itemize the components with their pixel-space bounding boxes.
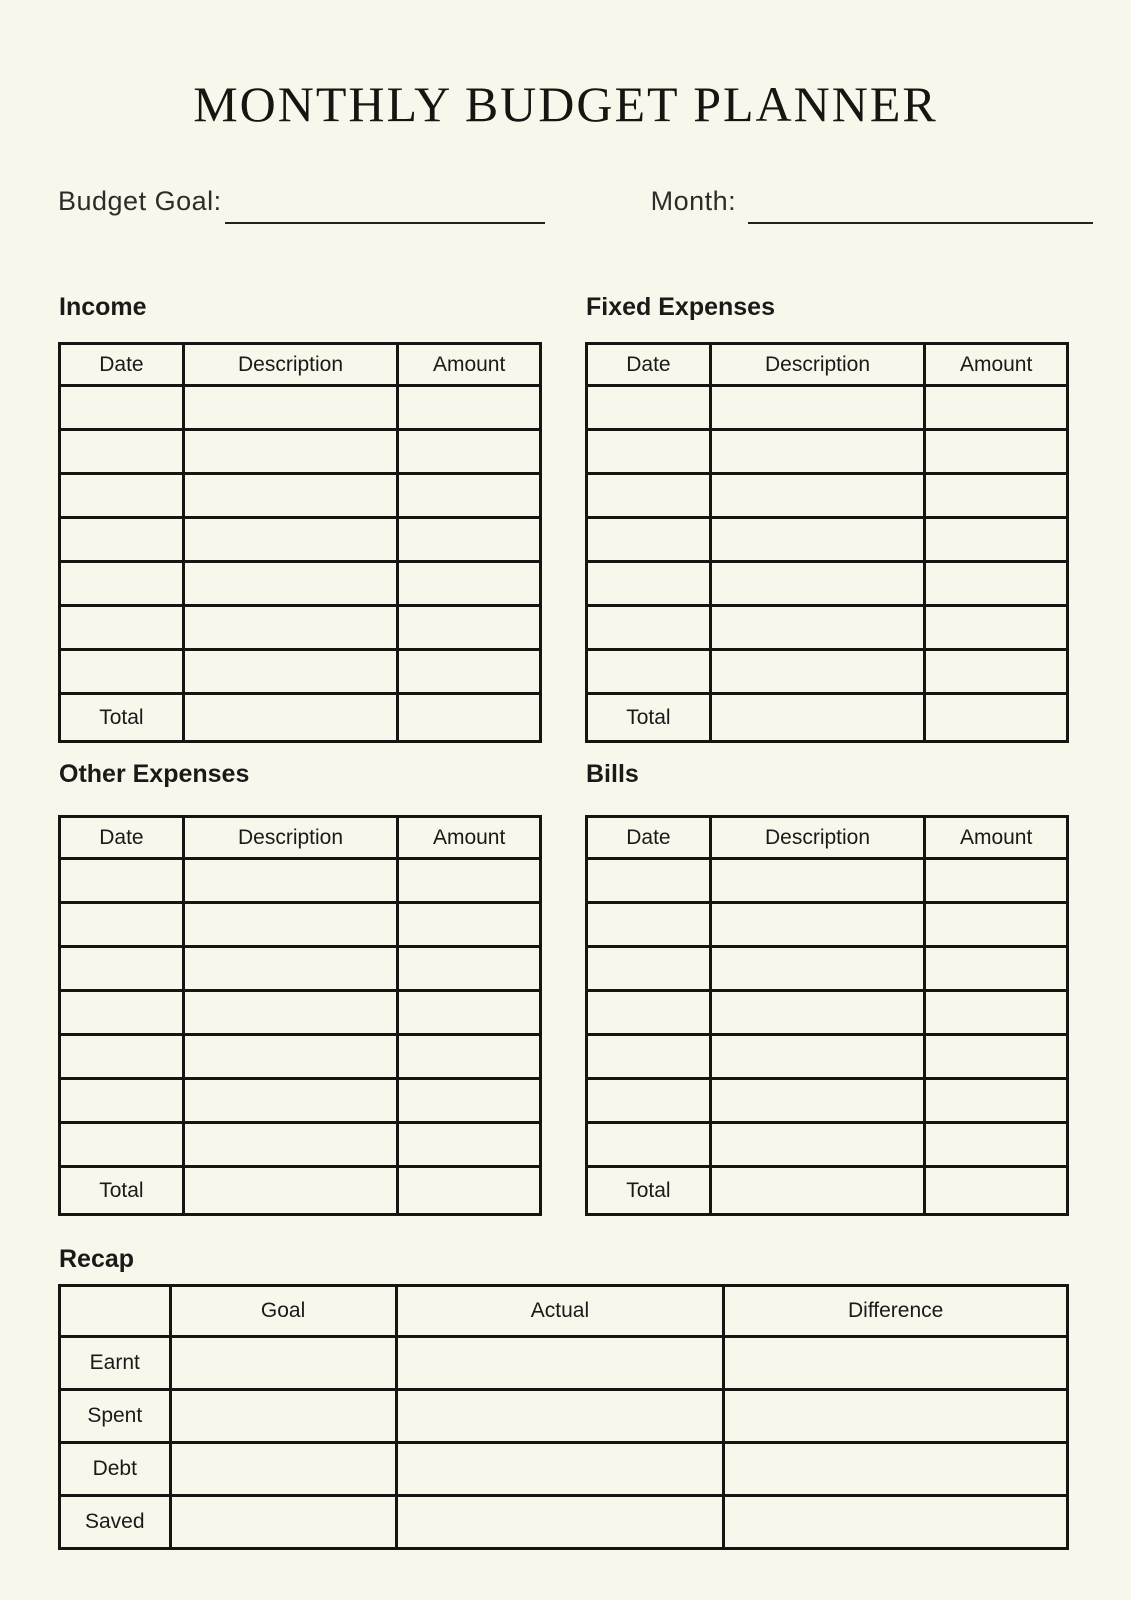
entry-row: [60, 474, 541, 518]
total-empty-cell: [710, 1167, 924, 1215]
total-row: [60, 1167, 541, 1215]
total-row: [587, 694, 1068, 742]
empty-description-cell: [710, 1123, 924, 1167]
empty-date-cell: [587, 606, 711, 650]
empty-amount-cell: [925, 947, 1068, 991]
empty-amount-cell: [398, 1123, 541, 1167]
entry-row: [587, 430, 1068, 474]
empty-date-cell: [60, 386, 184, 430]
empty-description-cell: [183, 991, 397, 1035]
empty-date-cell: [587, 474, 711, 518]
empty-amount-cell: [925, 474, 1068, 518]
recap-row-label: Saved: [60, 1496, 171, 1549]
income-section-title: Income: [59, 293, 147, 321]
empty-date-cell: [60, 650, 184, 694]
table-header-row: [60, 344, 541, 386]
entry-row: [587, 606, 1068, 650]
recap-row-saved: [60, 1496, 1068, 1549]
empty-amount-cell: [925, 518, 1068, 562]
budget-goal-field: [58, 184, 545, 218]
column-header-description: Description: [710, 817, 924, 859]
recap-goal-cell: [170, 1390, 396, 1443]
total-amount-cell: [398, 1167, 541, 1215]
entry-row: [587, 386, 1068, 430]
column-header-amount: Amount: [398, 344, 541, 386]
empty-amount-cell: [925, 991, 1068, 1035]
empty-description-cell: [710, 518, 924, 562]
entry-row: [587, 518, 1068, 562]
empty-amount-cell: [925, 1079, 1068, 1123]
empty-amount-cell: [925, 903, 1068, 947]
entry-row: [587, 474, 1068, 518]
recap-difference-cell: [724, 1443, 1068, 1496]
empty-amount-cell: [925, 386, 1068, 430]
empty-date-cell: [60, 859, 184, 903]
recap-difference-cell: [724, 1337, 1068, 1390]
recap-actual-cell: [396, 1390, 724, 1443]
empty-date-cell: [587, 947, 711, 991]
entry-row: [587, 947, 1068, 991]
empty-description-cell: [710, 430, 924, 474]
income-section: [58, 278, 542, 743]
empty-date-cell: [587, 518, 711, 562]
entry-row: [587, 859, 1068, 903]
empty-date-cell: [587, 859, 711, 903]
empty-date-cell: [587, 1079, 711, 1123]
empty-description-cell: [183, 430, 397, 474]
bills-section: [585, 743, 1069, 1216]
total-label-cell: Total: [587, 694, 711, 742]
total-row: [60, 694, 541, 742]
total-label-cell: Total: [60, 1167, 184, 1215]
empty-date-cell: [60, 606, 184, 650]
column-header-description: Description: [183, 344, 397, 386]
column-header-amount: Amount: [925, 344, 1068, 386]
fixed-expenses-section-title: Fixed Expenses: [586, 293, 775, 321]
empty-description-cell: [183, 606, 397, 650]
entry-row: [587, 1123, 1068, 1167]
bills-section-title: Bills: [586, 760, 639, 788]
budget-tables-grid: [58, 278, 1073, 1216]
empty-description-cell: [183, 903, 397, 947]
empty-description-cell: [710, 474, 924, 518]
empty-amount-cell: [925, 650, 1068, 694]
empty-amount-cell: [398, 903, 541, 947]
empty-amount-cell: [398, 474, 541, 518]
recap-corner-cell: [60, 1286, 171, 1337]
entry-row: [587, 991, 1068, 1035]
empty-description-cell: [183, 1035, 397, 1079]
recap-section-title: Recap: [59, 1245, 135, 1273]
entry-row: [60, 518, 541, 562]
total-label-cell: Total: [587, 1167, 711, 1215]
entry-row: [60, 991, 541, 1035]
table-header-row: [587, 817, 1068, 859]
empty-description-cell: [710, 606, 924, 650]
empty-description-cell: [183, 1123, 397, 1167]
empty-amount-cell: [925, 430, 1068, 474]
empty-description-cell: [183, 474, 397, 518]
recap-difference-cell: [724, 1496, 1068, 1549]
fixed-expenses-table: [585, 342, 1069, 743]
page-title: MONTHLY BUDGET PLANNER: [193, 76, 938, 132]
empty-date-cell: [587, 1035, 711, 1079]
entry-row: [587, 903, 1068, 947]
empty-date-cell: [587, 430, 711, 474]
empty-amount-cell: [398, 518, 541, 562]
empty-description-cell: [183, 518, 397, 562]
recap-row-label: Spent: [60, 1390, 171, 1443]
entry-row: [587, 650, 1068, 694]
empty-date-cell: [587, 1123, 711, 1167]
month-label: Month:: [650, 186, 737, 216]
entry-row: [60, 1123, 541, 1167]
column-header-date: Date: [587, 817, 711, 859]
month-blank-line: [748, 214, 1093, 224]
empty-description-cell: [183, 562, 397, 606]
empty-description-cell: [710, 947, 924, 991]
column-header-description: Description: [183, 817, 397, 859]
empty-description-cell: [710, 1079, 924, 1123]
empty-date-cell: [587, 386, 711, 430]
recap-header-row: [60, 1286, 1068, 1337]
empty-date-cell: [60, 1035, 184, 1079]
empty-date-cell: [60, 947, 184, 991]
total-label-cell: Total: [60, 694, 184, 742]
recap-column-header-actual: Actual: [396, 1286, 724, 1337]
recap-column-header-goal: Goal: [170, 1286, 396, 1337]
total-empty-cell: [183, 694, 397, 742]
other-expenses-section-title: Other Expenses: [59, 760, 250, 788]
empty-amount-cell: [398, 386, 541, 430]
empty-description-cell: [710, 386, 924, 430]
recap-actual-cell: [396, 1496, 724, 1549]
column-header-description: Description: [710, 344, 924, 386]
entry-row: [60, 650, 541, 694]
empty-date-cell: [60, 474, 184, 518]
column-header-date: Date: [587, 344, 711, 386]
total-amount-cell: [925, 694, 1068, 742]
empty-amount-cell: [398, 991, 541, 1035]
entry-row: [60, 1035, 541, 1079]
empty-date-cell: [60, 1123, 184, 1167]
total-amount-cell: [925, 1167, 1068, 1215]
empty-description-cell: [710, 991, 924, 1035]
table-header-row: [60, 817, 541, 859]
empty-date-cell: [60, 991, 184, 1035]
empty-description-cell: [710, 562, 924, 606]
entry-row: [60, 903, 541, 947]
entry-row: [60, 859, 541, 903]
empty-date-cell: [60, 1079, 184, 1123]
bills-table: [585, 815, 1069, 1216]
recap-actual-cell: [396, 1443, 724, 1496]
empty-description-cell: [710, 1035, 924, 1079]
empty-description-cell: [710, 903, 924, 947]
month-field: [651, 184, 1094, 218]
recap-row-label: Earnt: [60, 1337, 171, 1390]
recap-goal-cell: [170, 1337, 396, 1390]
header-fields-row: [58, 184, 1073, 218]
empty-amount-cell: [398, 1079, 541, 1123]
total-empty-cell: [710, 694, 924, 742]
recap-goal-cell: [170, 1496, 396, 1549]
fixed-expenses-section: [585, 278, 1069, 743]
empty-description-cell: [183, 947, 397, 991]
empty-amount-cell: [925, 562, 1068, 606]
empty-amount-cell: [925, 859, 1068, 903]
total-amount-cell: [398, 694, 541, 742]
entry-row: [587, 1079, 1068, 1123]
recap-goal-cell: [170, 1443, 396, 1496]
column-header-amount: Amount: [925, 817, 1068, 859]
budget-goal-label: Budget Goal:: [58, 186, 222, 216]
empty-amount-cell: [925, 606, 1068, 650]
recap-difference-cell: [724, 1390, 1068, 1443]
empty-amount-cell: [398, 1035, 541, 1079]
recap-row-label: Debt: [60, 1443, 171, 1496]
entry-row: [587, 1035, 1068, 1079]
recap-row-earnt: [60, 1337, 1068, 1390]
empty-description-cell: [183, 650, 397, 694]
other-expenses-table: [58, 815, 542, 1216]
entry-row: [60, 606, 541, 650]
empty-amount-cell: [925, 1035, 1068, 1079]
budget-goal-blank-line: [225, 214, 545, 224]
other-expenses-section: [58, 743, 542, 1216]
recap-section: [58, 1244, 1073, 1550]
column-header-amount: Amount: [398, 817, 541, 859]
total-row: [587, 1167, 1068, 1215]
recap-actual-cell: [396, 1337, 724, 1390]
empty-amount-cell: [398, 562, 541, 606]
empty-amount-cell: [398, 430, 541, 474]
empty-date-cell: [60, 562, 184, 606]
empty-date-cell: [587, 650, 711, 694]
empty-amount-cell: [398, 859, 541, 903]
empty-description-cell: [710, 859, 924, 903]
column-header-date: Date: [60, 817, 184, 859]
empty-amount-cell: [398, 606, 541, 650]
entry-row: [60, 947, 541, 991]
empty-date-cell: [587, 991, 711, 1035]
column-header-date: Date: [60, 344, 184, 386]
recap-row-debt: [60, 1443, 1068, 1496]
empty-date-cell: [60, 430, 184, 474]
entry-row: [60, 1079, 541, 1123]
empty-description-cell: [183, 1079, 397, 1123]
empty-description-cell: [183, 859, 397, 903]
table-header-row: [587, 344, 1068, 386]
entry-row: [60, 430, 541, 474]
income-table: [58, 342, 542, 743]
recap-row-spent: [60, 1390, 1068, 1443]
recap-column-header-difference: Difference: [724, 1286, 1068, 1337]
empty-date-cell: [587, 903, 711, 947]
empty-description-cell: [710, 650, 924, 694]
entry-row: [60, 386, 541, 430]
empty-date-cell: [60, 903, 184, 947]
empty-amount-cell: [398, 650, 541, 694]
empty-date-cell: [587, 562, 711, 606]
empty-description-cell: [183, 386, 397, 430]
empty-amount-cell: [398, 947, 541, 991]
entry-row: [60, 562, 541, 606]
entry-row: [587, 562, 1068, 606]
empty-amount-cell: [925, 1123, 1068, 1167]
total-empty-cell: [183, 1167, 397, 1215]
recap-table: [58, 1284, 1069, 1550]
empty-date-cell: [60, 518, 184, 562]
